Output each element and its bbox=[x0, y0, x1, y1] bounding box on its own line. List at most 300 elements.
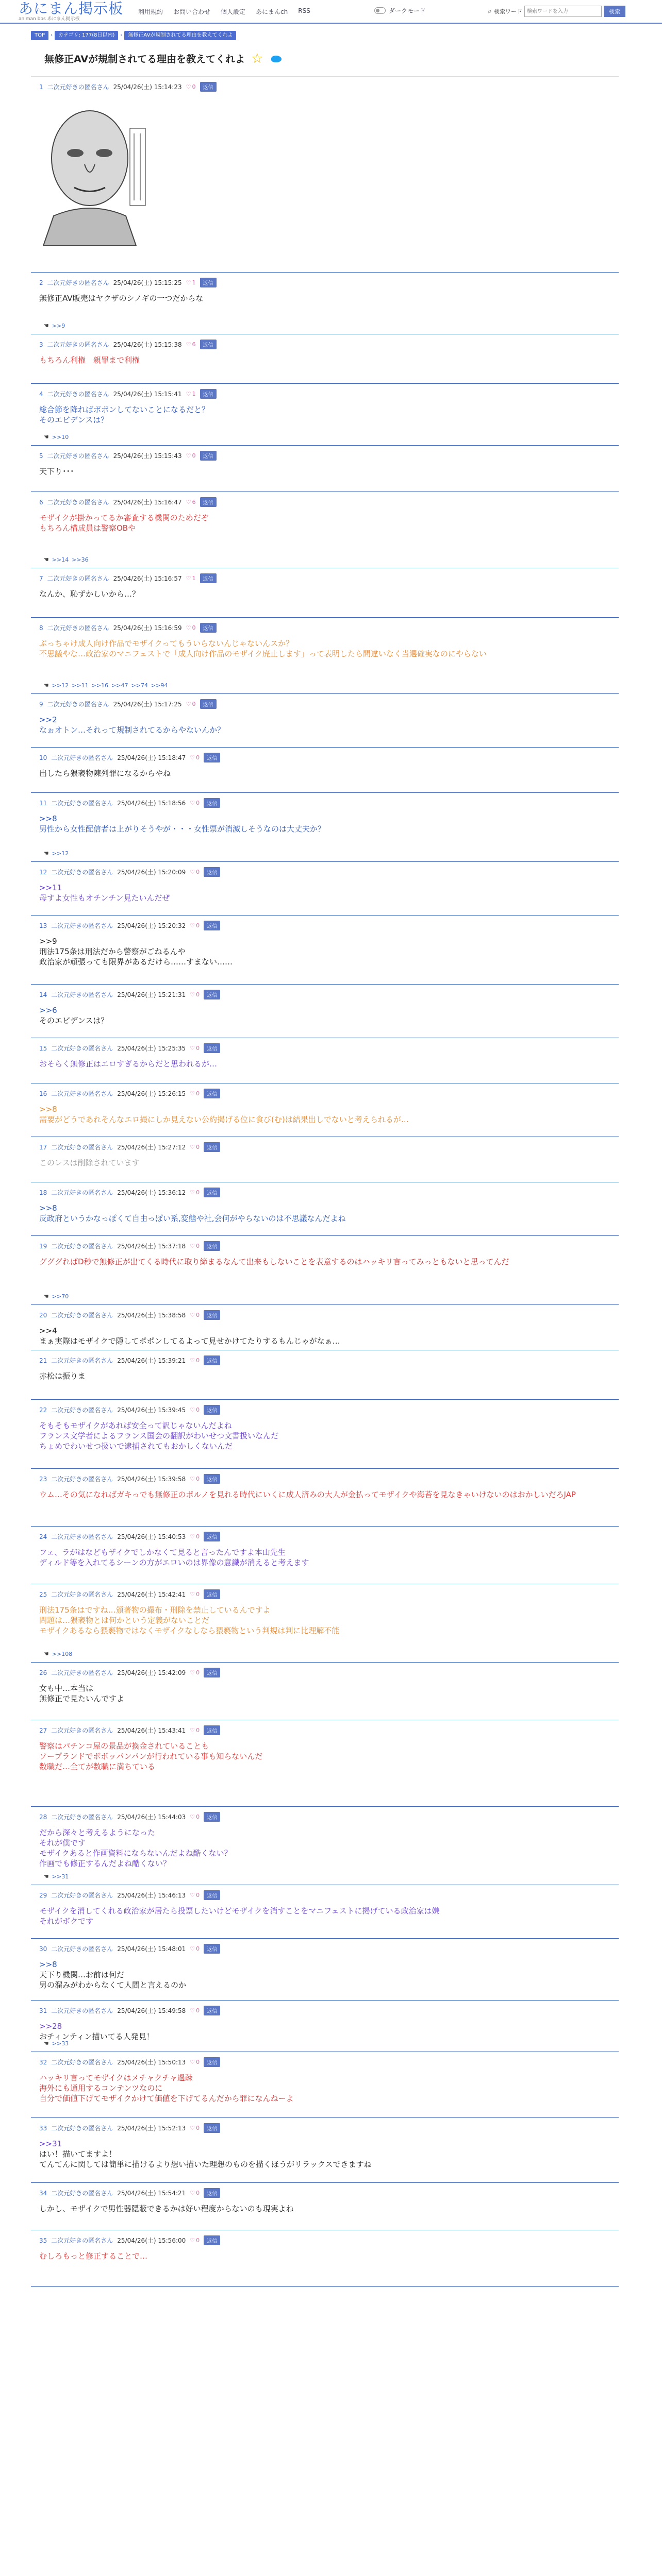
post-text-line: >>8 bbox=[39, 1960, 57, 1969]
post-date: 25/04/26(土) 15:14:23 bbox=[113, 83, 182, 91]
post-number[interactable]: 12 bbox=[39, 868, 47, 876]
reply-link[interactable]: >>36 bbox=[72, 556, 89, 563]
reply-button[interactable]: 返信 bbox=[204, 1725, 220, 1735]
reply-button[interactable]: 返信 bbox=[204, 1474, 220, 1484]
post-body bbox=[39, 2073, 294, 2104]
post bbox=[31, 793, 619, 862]
post-body bbox=[39, 1203, 346, 1224]
like-count[interactable]: ♡ 0 bbox=[190, 2125, 200, 2131]
post-text-line: おチィンティン描いてる人発見！ bbox=[39, 2032, 154, 2041]
post-header bbox=[39, 1944, 220, 1954]
reply-button[interactable]: 返信 bbox=[204, 1589, 220, 1599]
post-text-line: それがボクです bbox=[39, 1917, 94, 1926]
post-date: 25/04/26(土) 15:48:01 bbox=[117, 1945, 186, 1953]
reply-button[interactable]: 返信 bbox=[204, 2235, 220, 2245]
reply-button[interactable]: 返信 bbox=[204, 1142, 220, 1152]
post-header bbox=[39, 1405, 220, 1415]
post-number[interactable]: 5 bbox=[39, 452, 43, 460]
reply-button[interactable]: 返信 bbox=[204, 2057, 220, 2067]
reply-button[interactable]: 返信 bbox=[200, 497, 217, 507]
post-number[interactable]: 22 bbox=[39, 1406, 47, 1414]
reply-link[interactable]: >>108 bbox=[52, 1650, 73, 1657]
post-number[interactable]: 31 bbox=[39, 2007, 47, 2014]
post bbox=[31, 694, 619, 748]
post-text-line: 刑法175条は刑法だから警察がごねるんや bbox=[39, 947, 186, 956]
post bbox=[31, 492, 619, 568]
reply-links bbox=[43, 2040, 69, 2047]
like-count[interactable]: ♡ 0 bbox=[190, 1189, 200, 1196]
post-header bbox=[39, 2123, 220, 2133]
post-text-line: ちょめでわいせつ扱いで逮捕されてもおかしくないんだ bbox=[39, 1442, 233, 1451]
post-text-line: 海外にも通用するコンテンツなのに bbox=[39, 2083, 163, 2093]
post-date: 25/04/26(土) 15:15:41 bbox=[113, 391, 182, 398]
like-count[interactable]: ♡ 0 bbox=[190, 1591, 200, 1598]
post-text-line: 出したら猥褻物陳列罪になるからやね bbox=[39, 769, 171, 778]
post-text-line: もちろん構成員は警察OBや bbox=[39, 523, 136, 533]
poster-name: 二次元好きの匿名さん bbox=[51, 1045, 113, 1052]
reply-button[interactable]: 返信 bbox=[200, 623, 217, 633]
post-body bbox=[39, 466, 74, 477]
post-text-line: むしろもっと修正することで… bbox=[39, 2251, 148, 2261]
post-number[interactable]: 7 bbox=[39, 574, 43, 582]
reply-button[interactable]: 返信 bbox=[204, 1310, 220, 1320]
post-number[interactable]: 27 bbox=[39, 1726, 47, 1734]
post-body bbox=[39, 1605, 339, 1636]
post bbox=[31, 1350, 619, 1400]
top-bar bbox=[0, 0, 662, 24]
post-date: 25/04/26(土) 15:15:38 bbox=[113, 341, 182, 348]
post-number[interactable]: 17 bbox=[39, 1143, 47, 1151]
post-header bbox=[39, 1142, 220, 1152]
post-body bbox=[39, 2021, 154, 2042]
reply-button[interactable]: 返信 bbox=[200, 340, 217, 349]
post bbox=[31, 862, 619, 916]
post-date: 25/04/26(土) 15:39:45 bbox=[117, 1406, 186, 1414]
like-count[interactable]: ♡ 1 bbox=[186, 279, 196, 286]
breadcrumb-separator: › bbox=[120, 32, 123, 38]
post-body bbox=[39, 1959, 186, 1990]
search-button[interactable]: 検索 bbox=[604, 6, 625, 17]
post-body bbox=[39, 1257, 509, 1267]
post-body bbox=[39, 1683, 124, 1704]
reply-link[interactable]: >>16 bbox=[91, 682, 109, 689]
post-text-line: フランス文学者によるフランス国会の翻訳がわいせつ文書扱いなんだ bbox=[39, 1431, 279, 1440]
like-count[interactable]: ♡ 0 bbox=[190, 1727, 200, 1734]
post-date: 25/04/26(土) 15:21:31 bbox=[117, 991, 186, 998]
toggle-switch[interactable] bbox=[374, 7, 386, 14]
reply-link[interactable]: >>47 bbox=[111, 682, 128, 689]
post-text-line: >>8 bbox=[39, 1105, 57, 1114]
post-header bbox=[39, 1043, 220, 1053]
reply-button[interactable]: 返信 bbox=[200, 278, 217, 287]
like-count[interactable]: ♡ 0 bbox=[190, 1945, 200, 1952]
post-body bbox=[39, 1827, 232, 1869]
post-body bbox=[39, 1104, 409, 1125]
poster-name: 二次元好きの匿名さん bbox=[51, 2125, 113, 2132]
post bbox=[31, 1137, 619, 1182]
header-nav bbox=[138, 7, 310, 16]
post-number[interactable]: 28 bbox=[39, 1813, 47, 1821]
favorite-star-icon[interactable]: ☆ bbox=[251, 50, 263, 66]
poster-name: 二次元好きの匿名さん bbox=[47, 341, 109, 348]
reply-button[interactable]: 返信 bbox=[200, 82, 217, 92]
reply-link[interactable]: >>14 bbox=[52, 556, 69, 563]
post-number[interactable]: 16 bbox=[39, 1090, 47, 1097]
like-count[interactable]: ♡ 1 bbox=[186, 391, 196, 397]
like-count[interactable]: ♡ 0 bbox=[190, 1045, 200, 1052]
like-count[interactable]: ♡ 0 bbox=[190, 1357, 200, 1364]
post-number[interactable]: 4 bbox=[39, 390, 43, 398]
poster-name: 二次元好きの匿名さん bbox=[47, 391, 109, 398]
reply-button[interactable]: 返信 bbox=[204, 1890, 220, 1900]
post-header bbox=[39, 278, 217, 287]
post-text-line: 総合節を降ればポポンしてないことになるだと？ bbox=[39, 405, 210, 414]
like-count[interactable]: ♡ 0 bbox=[190, 1243, 200, 1249]
post-text-line: なぉオトン…それって規制されてるからやないんか？ bbox=[39, 725, 225, 735]
twitter-share-icon[interactable] bbox=[269, 53, 284, 64]
post bbox=[31, 1939, 619, 2001]
like-count[interactable]: ♡ 6 bbox=[186, 499, 196, 505]
like-count[interactable]: ♡ 0 bbox=[190, 2237, 200, 2244]
breadcrumb-thread[interactable]: 無修正AVが規制されてる理由を教えてくれよ bbox=[124, 31, 236, 40]
thread-post-list bbox=[31, 76, 619, 2286]
post-header bbox=[39, 497, 217, 507]
post-number[interactable]: 6 bbox=[39, 498, 43, 506]
post-date: 25/04/26(土) 15:54:21 bbox=[117, 2190, 186, 2197]
post-number[interactable]: 26 bbox=[39, 1669, 47, 1676]
post-number[interactable]: 29 bbox=[39, 1891, 47, 1899]
post bbox=[31, 1584, 619, 1663]
reply-button[interactable]: 返信 bbox=[204, 990, 220, 999]
reply-links bbox=[43, 1650, 72, 1657]
post-number[interactable]: 23 bbox=[39, 1475, 47, 1483]
post bbox=[31, 1663, 619, 1720]
poster-name: 二次元好きの匿名さん bbox=[47, 499, 109, 506]
nav-terms[interactable]: 利用規約 bbox=[138, 8, 163, 15]
like-count[interactable]: ♡ 0 bbox=[190, 2059, 200, 2065]
post bbox=[31, 916, 619, 985]
like-count[interactable]: ♡ 0 bbox=[190, 1406, 200, 1413]
like-count[interactable]: ♡ 0 bbox=[186, 83, 196, 90]
post-text-line: >>6 bbox=[39, 1006, 57, 1015]
post-number[interactable]: 15 bbox=[39, 1044, 47, 1052]
poster-name: 二次元好きの匿名さん bbox=[51, 1357, 113, 1364]
search-bar bbox=[488, 5, 656, 18]
post-text-line: なんか、恥ずかしいから…？ bbox=[39, 589, 140, 599]
poster-name: 二次元好きの匿名さん bbox=[51, 1476, 113, 1483]
post-header bbox=[39, 699, 217, 709]
reply-link[interactable]: >>70 bbox=[52, 1293, 69, 1300]
post-date: 25/04/26(土) 15:17:25 bbox=[113, 701, 182, 708]
poster-name: 二次元好きの匿名さん bbox=[51, 1727, 113, 1734]
reply-button[interactable]: 返信 bbox=[204, 867, 220, 877]
post-text-line: 政治家が頑張っても限界があるだけら……すまない…… bbox=[39, 957, 233, 967]
dark-mode-toggle[interactable] bbox=[374, 6, 426, 15]
reply-link[interactable]: >>74 bbox=[131, 682, 148, 689]
like-count[interactable]: ♡ 0 bbox=[190, 754, 200, 761]
post-body bbox=[39, 2139, 372, 2170]
post-body bbox=[39, 1059, 217, 1069]
poster-name: 二次元好きの匿名さん bbox=[51, 1945, 113, 1953]
post-body bbox=[39, 1906, 440, 1926]
poster-name: 二次元好きの匿名さん bbox=[47, 83, 109, 91]
post-text-line: もちろん利権 親罪まで利権 bbox=[39, 355, 140, 365]
post-number[interactable]: 3 bbox=[39, 341, 43, 348]
reply-arrow-icon: ☚ bbox=[43, 850, 49, 857]
post-date: 25/04/26(土) 15:37:18 bbox=[117, 1243, 186, 1250]
post bbox=[31, 1807, 619, 1885]
post-text-line: そもそもモザイクがあれば安全って訳じゃないんだよね bbox=[39, 1421, 232, 1430]
poster-name: 二次元好きの匿名さん bbox=[51, 2059, 113, 2066]
post-header bbox=[39, 1355, 220, 1365]
post-text-line: 需要がどうであれそんなエロ撮にしか見えない公約掲げる位に食び(む)は結果出しでないと考えられるが… bbox=[39, 1115, 409, 1124]
poster-name: 二次元好きの匿名さん bbox=[51, 2190, 113, 2197]
reply-button[interactable]: 返信 bbox=[204, 1188, 220, 1197]
post-text-line: >>2 bbox=[39, 715, 57, 724]
post-header bbox=[39, 921, 220, 930]
post-number[interactable]: 1 bbox=[39, 83, 43, 91]
post bbox=[31, 2118, 619, 2183]
reply-arrow-icon: ☚ bbox=[43, 322, 49, 329]
post-number[interactable]: 8 bbox=[39, 624, 43, 632]
reply-button[interactable]: 返信 bbox=[204, 1668, 220, 1677]
post-text-line: 問題は…猥褻物とは何かという定義がないことだ bbox=[39, 1616, 210, 1625]
reply-button[interactable]: 返信 bbox=[204, 798, 220, 808]
post-text-line: 自分で価値下げてモザイクかけて価値を下げてるんだから罪になんねーよ bbox=[39, 2094, 294, 2103]
logo-text[interactable]: あにまん掲示板 bbox=[19, 0, 124, 17]
post-number[interactable]: 19 bbox=[39, 1242, 47, 1250]
reply-button[interactable]: 返信 bbox=[200, 451, 217, 461]
poster-name: 二次元好きの匿名さん bbox=[51, 2237, 113, 2244]
reply-links bbox=[43, 556, 89, 563]
post-number[interactable]: 10 bbox=[39, 754, 47, 761]
post-text-line: 不思議やな…政治家のマニフェストで「成人向け作品のモザイク廃止します」って表明したら間違いなく当選確実なのにやらない bbox=[39, 649, 487, 658]
post-text-line: グググればD秒で無修正が出てくる時代に取り締まるなんて出来もしないことを表意するのはハッキリ言ってみっともないと思ってんだ bbox=[39, 1257, 509, 1266]
search-label: 検索ワード bbox=[493, 8, 522, 15]
post-body bbox=[39, 638, 487, 659]
post bbox=[31, 1236, 619, 1305]
nav-contact[interactable]: お問い合わせ bbox=[173, 8, 211, 15]
post-number[interactable]: 25 bbox=[39, 1590, 47, 1598]
post-header bbox=[39, 1089, 220, 1098]
like-count[interactable]: ♡ 0 bbox=[190, 800, 200, 806]
reply-button[interactable]: 返信 bbox=[204, 921, 220, 930]
post-date: 25/04/26(土) 15:39:58 bbox=[117, 1476, 186, 1483]
reply-links bbox=[43, 322, 65, 329]
dark-mode-label: ダークモード bbox=[389, 7, 426, 14]
post-text-line: ソープランドでボボッパンパンが行われている事も知らないんだ bbox=[39, 1752, 263, 1761]
reply-button[interactable]: 返信 bbox=[204, 1944, 220, 1954]
post-text-line: 作画でも修正するんだよね酷くない？ bbox=[39, 1859, 171, 1868]
reply-button[interactable]: 返信 bbox=[204, 2123, 220, 2133]
reply-link[interactable]: >>12 bbox=[52, 850, 69, 857]
like-count[interactable]: ♡ 0 bbox=[190, 922, 200, 929]
post-number[interactable]: 24 bbox=[39, 1533, 47, 1540]
post-header bbox=[39, 389, 217, 399]
poster-name: 二次元好きの匿名さん bbox=[51, 1090, 113, 1097]
reply-button[interactable]: 返信 bbox=[204, 2006, 220, 2015]
like-count[interactable]: ♡ 0 bbox=[190, 1312, 200, 1318]
reply-button[interactable]: 返信 bbox=[204, 1532, 220, 1541]
reply-button[interactable]: 返信 bbox=[204, 1812, 220, 1822]
like-count[interactable]: ♡ 0 bbox=[190, 1144, 200, 1150]
post bbox=[31, 77, 619, 273]
logo-subtext: animan bbs あにまん掲示板 bbox=[19, 16, 80, 22]
post-header bbox=[39, 1532, 220, 1541]
post-number[interactable]: 2 bbox=[39, 279, 43, 286]
reply-arrow-icon: ☚ bbox=[43, 1873, 49, 1880]
like-count[interactable]: ♡ 1 bbox=[186, 575, 196, 582]
like-count[interactable]: ♡ 0 bbox=[186, 624, 196, 631]
nav-settings[interactable]: 個人設定 bbox=[221, 8, 246, 15]
post-image[interactable] bbox=[38, 97, 152, 246]
post-text-line: 数職だ…全てが数職に満ちている bbox=[39, 1762, 155, 1771]
post-number[interactable]: 9 bbox=[39, 700, 43, 708]
reply-link[interactable]: >>9 bbox=[52, 322, 65, 329]
reply-button[interactable]: 返信 bbox=[204, 2188, 220, 2198]
post-text-line: >>28 bbox=[39, 2022, 62, 2031]
post bbox=[31, 748, 619, 793]
post-header bbox=[39, 1589, 220, 1599]
reply-button[interactable]: 返信 bbox=[204, 753, 220, 762]
post-text-line: >>11 bbox=[39, 883, 62, 892]
reply-link[interactable]: >>12 bbox=[52, 682, 69, 689]
post-text-line: このレスは削除されています bbox=[39, 1158, 140, 1167]
like-count[interactable]: ♡ 6 bbox=[186, 341, 196, 348]
reply-link[interactable]: >>10 bbox=[52, 433, 69, 440]
post bbox=[31, 1720, 619, 1807]
post-header bbox=[39, 1812, 220, 1822]
reply-button[interactable]: 返信 bbox=[204, 1043, 220, 1053]
reply-button[interactable]: 返信 bbox=[200, 573, 217, 583]
thread-title-row bbox=[44, 52, 284, 65]
post-number[interactable]: 11 bbox=[39, 799, 47, 807]
post-text-line: 反政府というかなっぽくて自由っぽい系,変態や社,会何がやらないのは不思議なんだよね bbox=[39, 1214, 346, 1223]
reply-button[interactable]: 返信 bbox=[204, 1405, 220, 1415]
post-body bbox=[39, 1005, 108, 1026]
post-date: 25/04/26(土) 15:40:53 bbox=[117, 1533, 186, 1540]
poster-name: 二次元好きの匿名さん bbox=[51, 1243, 113, 1250]
post-body bbox=[39, 2204, 294, 2214]
post-number[interactable]: 20 bbox=[39, 1311, 47, 1319]
post-header bbox=[39, 1241, 220, 1251]
post-date: 25/04/26(土) 15:46:13 bbox=[117, 1892, 186, 1899]
post-text-line: 赤松は振りま bbox=[39, 1371, 86, 1381]
post-body bbox=[39, 768, 171, 778]
site-logo[interactable] bbox=[19, 1, 137, 22]
post-number[interactable]: 18 bbox=[39, 1189, 47, 1196]
like-count[interactable]: ♡ 0 bbox=[190, 991, 200, 998]
post-number[interactable]: 35 bbox=[39, 2236, 47, 2244]
post-number[interactable]: 30 bbox=[39, 1945, 47, 1953]
post-number[interactable]: 33 bbox=[39, 2124, 47, 2132]
reply-button[interactable]: 返信 bbox=[204, 1355, 220, 1365]
post-date: 25/04/26(土) 15:18:56 bbox=[117, 800, 186, 807]
post-date: 25/04/26(土) 15:20:32 bbox=[117, 922, 186, 929]
breadcrumb-top[interactable]: TOP bbox=[31, 31, 48, 40]
nav-animanch[interactable]: あにまんch bbox=[256, 8, 288, 15]
post-date: 25/04/26(土) 15:52:13 bbox=[117, 2125, 186, 2132]
post-text-line: 女も中…本当は bbox=[39, 1684, 94, 1693]
post bbox=[31, 273, 619, 334]
post-header bbox=[39, 1668, 220, 1677]
reply-link[interactable]: >>11 bbox=[72, 682, 89, 689]
reply-button[interactable]: 返信 bbox=[200, 389, 217, 399]
like-count[interactable]: ♡ 0 bbox=[190, 1090, 200, 1097]
like-count[interactable]: ♡ 0 bbox=[190, 1533, 200, 1540]
like-count[interactable]: ♡ 0 bbox=[190, 1669, 200, 1676]
post bbox=[31, 985, 619, 1038]
post-body bbox=[39, 1158, 140, 1168]
breadcrumb-category[interactable]: カテゴリ: 177(8日以内) bbox=[55, 31, 118, 40]
poster-name: 二次元好きの匿名さん bbox=[51, 869, 113, 876]
nav-rss[interactable]: RSS bbox=[298, 7, 310, 14]
post-number[interactable]: 14 bbox=[39, 991, 47, 998]
post-text-line: ぶっちゃけ成人向け作品でモザイクってもういらないんじゃないんスか？ bbox=[39, 639, 294, 648]
post-text-line: モザイクを消してくれる政治家が居たら投票したいけどモザイクを消すことをマニフェストに掲げている政治家は嫌 bbox=[39, 1906, 440, 1916]
reply-links bbox=[43, 850, 69, 857]
post-text-line: 無修正AV販売はヤクザのシノギの一つだからな bbox=[39, 294, 204, 303]
reply-link[interactable]: >>33 bbox=[52, 2040, 69, 2047]
post-date: 25/04/26(土) 15:16:47 bbox=[113, 499, 182, 506]
post-date: 25/04/26(土) 15:50:13 bbox=[117, 2059, 186, 2066]
reply-button[interactable]: 返信 bbox=[204, 1089, 220, 1098]
like-count[interactable]: ♡ 0 bbox=[190, 1814, 200, 1820]
reply-button[interactable]: 返信 bbox=[204, 1241, 220, 1251]
like-count[interactable]: ♡ 0 bbox=[190, 1892, 200, 1899]
post-date: 25/04/26(土) 15:42:09 bbox=[117, 1669, 186, 1676]
post bbox=[31, 568, 619, 618]
post-text-line: おそらく無修正はエロすぎるからだと思われるが… bbox=[39, 1059, 218, 1069]
post bbox=[31, 2001, 619, 2052]
post-date: 25/04/26(土) 15:49:58 bbox=[117, 2007, 186, 2014]
like-count[interactable]: ♡ 0 bbox=[190, 2007, 200, 2014]
reply-link[interactable]: >>31 bbox=[52, 1873, 69, 1880]
post-text-line: 天下り機関…お前は何だ bbox=[39, 1970, 125, 1979]
post-date: 25/04/26(土) 15:56:00 bbox=[117, 2237, 186, 2244]
post bbox=[31, 384, 619, 446]
post-number[interactable]: 13 bbox=[39, 922, 47, 929]
poster-name: 二次元好きの匿名さん bbox=[47, 624, 109, 632]
post-date: 25/04/26(土) 15:36:12 bbox=[117, 1189, 186, 1196]
reply-button[interactable]: 返信 bbox=[200, 699, 217, 709]
post-body bbox=[39, 1547, 309, 1568]
post-text-line: だから深々と考えるようになった bbox=[39, 1828, 156, 1837]
post bbox=[31, 1885, 619, 1939]
search-input[interactable] bbox=[524, 6, 602, 17]
post-text-line: >>9 bbox=[39, 937, 57, 946]
post-number[interactable]: 32 bbox=[39, 2058, 47, 2066]
like-count[interactable]: ♡ 0 bbox=[186, 701, 196, 707]
post-number[interactable]: 34 bbox=[39, 2189, 47, 2197]
post-text-line: フェ、ラがはなどもザイクでしかなくて見ると言ったんですよ本山先生 bbox=[39, 1548, 286, 1557]
post-text-line: モザイクあるなら猥褻物ではなくモザイクなしなら猥褻物という判規は判に比理解不能 bbox=[39, 1626, 340, 1635]
like-count[interactable]: ♡ 0 bbox=[190, 1476, 200, 1482]
post bbox=[31, 1083, 619, 1137]
post bbox=[31, 1400, 619, 1469]
post-body bbox=[39, 883, 170, 903]
like-count[interactable]: ♡ 0 bbox=[186, 452, 196, 459]
post-text-line: しかし、モザイクで男性器隠蔽できるかは好い程度からないのも現実よね bbox=[39, 2204, 294, 2213]
post-number[interactable]: 21 bbox=[39, 1357, 47, 1364]
post bbox=[31, 1038, 619, 1083]
post-body bbox=[39, 1326, 340, 1346]
like-count[interactable]: ♡ 0 bbox=[190, 2190, 200, 2196]
poster-name: 二次元好きの匿名さん bbox=[51, 1312, 113, 1319]
search-icon: ⌕ bbox=[488, 7, 492, 15]
reply-link[interactable]: >>94 bbox=[151, 682, 168, 689]
like-count[interactable]: ♡ 0 bbox=[190, 869, 200, 875]
